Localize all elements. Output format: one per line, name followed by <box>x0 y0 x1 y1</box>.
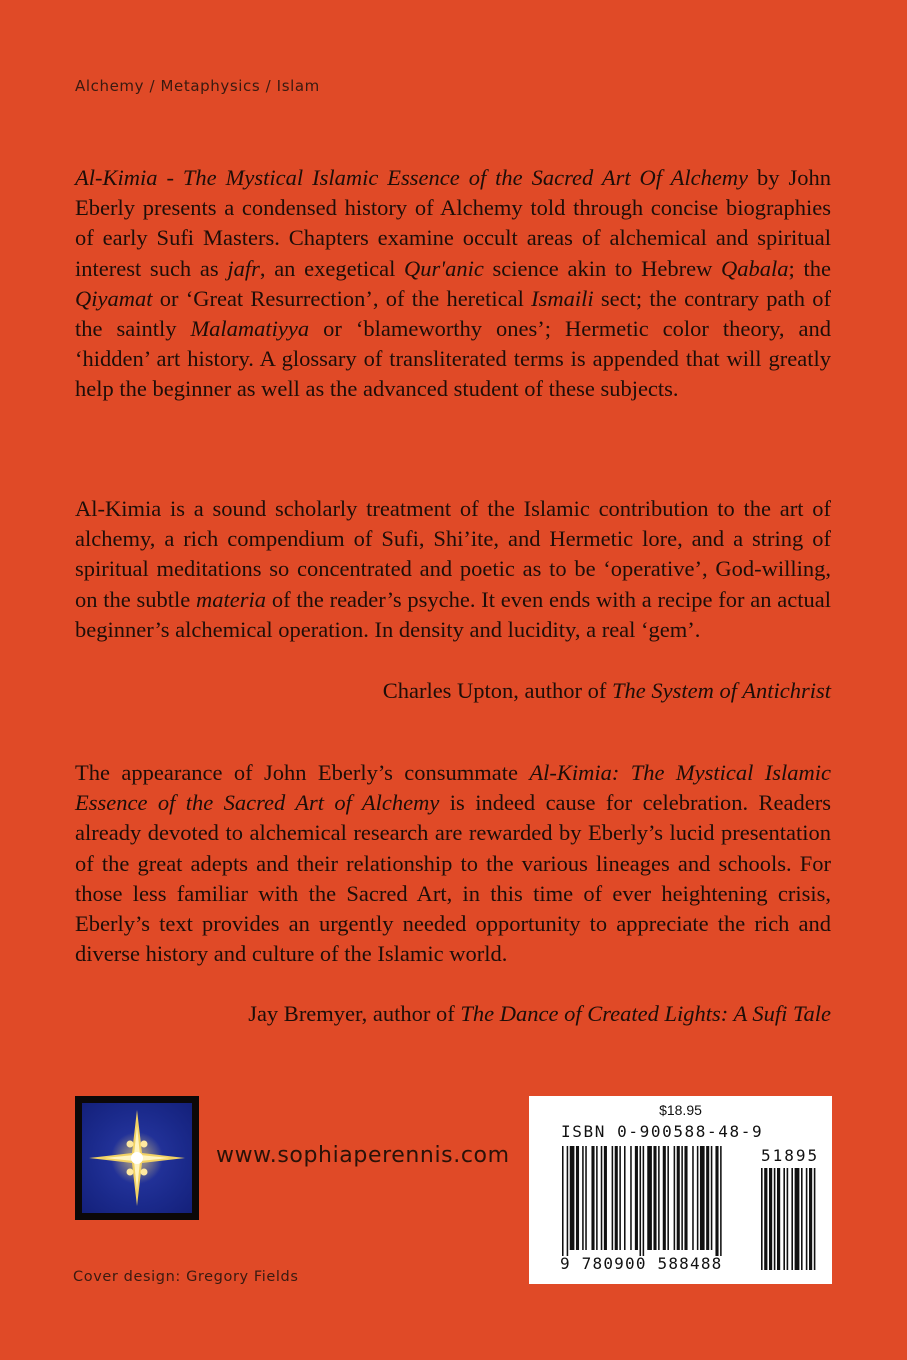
barcode-bar <box>653 1146 656 1250</box>
review-bremyer-attribution: Jay Bremyer, author of The Dance of Created Lights: A Sufi Tale <box>248 1001 831 1026</box>
barcode-bar <box>720 1146 722 1256</box>
barcode-bar <box>619 1146 621 1250</box>
barcode-bar <box>562 1146 564 1256</box>
barcode-bar <box>700 1146 705 1250</box>
review-upton: Al-Kimia is a sound scholarly treatment of the Islamic contribution to the art of alchemy, a rich compendium of Sufi, Shi’ite, and Hermetic lore, and a string of spiritual meditations so concentrated and poetic as to be ‘operative’, God-willing, on the subtle materia of the reader’s psyche. It even ends with a recipe for an actual beginner’s alchemical operation. In density and lucidity, a real ‘gem’. <box>75 496 831 642</box>
category-line: Alchemy / Metaphysics / Islam <box>75 77 320 95</box>
barcode-bar <box>677 1146 680 1250</box>
addon-bar <box>809 1168 812 1270</box>
addon-bar <box>806 1168 808 1270</box>
addon-bar <box>777 1168 780 1270</box>
barcode-bar <box>612 1146 614 1250</box>
addon-bar <box>791 1168 793 1270</box>
star-icon <box>75 1096 199 1220</box>
addon-bar <box>774 1168 776 1270</box>
ean-number: 9 780900 588488 <box>560 1254 723 1273</box>
barcode-bar <box>667 1146 669 1250</box>
barcode-bar <box>624 1146 626 1250</box>
isbn-barcode <box>529 1096 832 1284</box>
addon-bar <box>801 1168 803 1270</box>
addon-bar <box>795 1168 800 1270</box>
barcode-bar <box>615 1146 618 1250</box>
barcode-bar <box>604 1146 607 1250</box>
barcode-bar <box>591 1146 594 1250</box>
addon-bar <box>814 1168 816 1270</box>
barcode-bar <box>711 1146 713 1250</box>
barcode-bar <box>640 1146 642 1256</box>
book-description: Al-Kimia - The Mystical Islamic Essence of the Sacred Art Of Alchemy by John Eberly presents a condensed history of Alchemy told through concise biographies of early Sufi Masters. Chapters examine occult areas of alchemical and spiritual interest such as jafr, an exegetical Qur'anic science akin to Hebrew Qabala; the Qiyamat or ‘Great Resurrection’, of the heretical Ismaili sect; the contrary path of the saintly Malamatiyya or ‘blameworthy ones’; Hermetic color theory, and ‘hidden’ art history. A glossary of transliterated terms is appended that will greatly help the beginner as well as the advanced student of these subjects. <box>75 165 831 402</box>
barcode-bar <box>567 1146 569 1256</box>
price-label: $18.95 <box>659 1102 702 1118</box>
barcode-bar <box>635 1146 638 1250</box>
addon-number: 51895 <box>761 1146 820 1165</box>
barcode-bar <box>674 1146 676 1250</box>
review-upton-attribution: Charles Upton, author of The System of Antichrist <box>382 678 831 703</box>
book-title: Al-Kimia - The Mystical Islamic Essence of the Sacred Art Of Alchemy <box>75 165 749 190</box>
barcode-bar <box>630 1146 632 1250</box>
publisher-logo <box>75 1096 199 1220</box>
barcode-bar <box>658 1146 660 1250</box>
barcode-bar <box>697 1146 699 1250</box>
review-bremyer: The appearance of John Eberly’s consummate Al-Kimia: The Mystical Islamic Essence of the Sacred Art of Alchemy is indeed cause for celebration. Readers already devoted to alchemical research are rewarded by Eberly’s lucid presentation of the great adepts and their relationship to the various lineages and schools. For those less familiar with the Sacred Art, in this time of ever heightening crisis, Eberly’s text provides an urgently needed opportunity to appreciate the rich and diverse history and culture of the Islamic world. <box>75 760 832 967</box>
addon-bar <box>764 1168 767 1270</box>
barcode-bar <box>692 1146 694 1250</box>
barcode-bar <box>715 1146 718 1256</box>
addon-bar <box>783 1168 785 1270</box>
addon-bar <box>761 1168 763 1270</box>
barcode-bar <box>663 1146 666 1250</box>
addon-bar <box>787 1168 789 1270</box>
barcode-bar <box>576 1146 579 1250</box>
barcode-bar <box>570 1146 575 1250</box>
barcode-bar <box>596 1146 598 1250</box>
barcode-bar <box>585 1146 587 1250</box>
isbn-label: ISBN 0-900588-48-9 <box>561 1122 764 1141</box>
barcode-bar <box>681 1146 683 1250</box>
publisher-website[interactable]: www.sophiaperennis.com <box>216 1143 510 1168</box>
barcode-bar <box>684 1146 687 1250</box>
addon-bar <box>769 1168 772 1270</box>
barcode-bar <box>582 1146 584 1250</box>
barcode-bar <box>647 1146 652 1250</box>
cover-credit: Cover design: Gregory Fields <box>73 1269 299 1285</box>
barcode-bar <box>706 1146 709 1250</box>
barcode-bar <box>601 1146 603 1250</box>
barcode-bar <box>643 1146 645 1256</box>
